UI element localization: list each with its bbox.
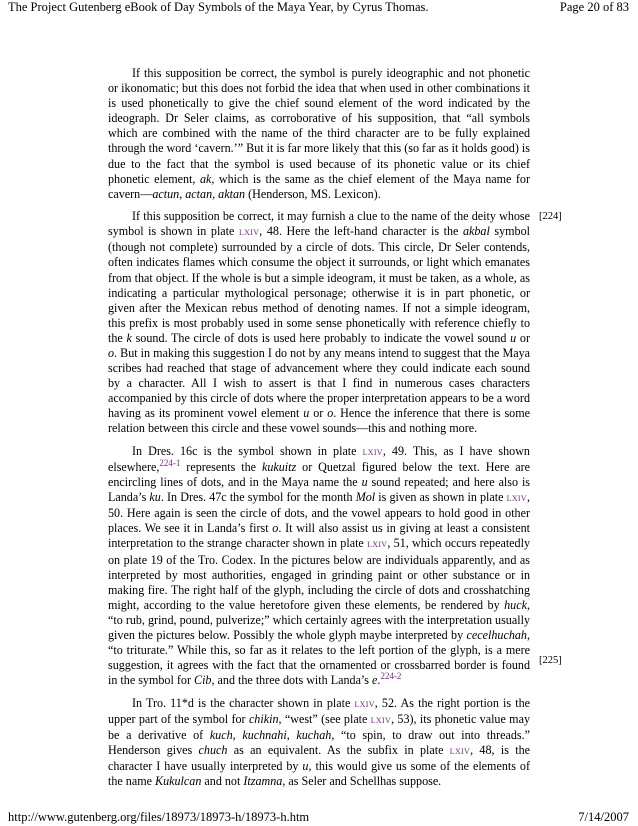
plate-link[interactable]: lxiv (238, 226, 260, 239)
plate-link[interactable]: lxiv (449, 744, 471, 757)
footer-date: 7/14/2007 (578, 810, 629, 824)
plate-link[interactable]: lxiv (367, 538, 388, 551)
plate-link[interactable]: lxiv (354, 697, 375, 710)
footer-url: http://www.gutenberg.org/files/18973/18973-h/18973-h.htm (8, 810, 310, 824)
header-book-title: The Project Gutenberg eBook of Day Symbols of the Maya Year, by Cyrus Thomas. (8, 0, 429, 14)
paragraph-3: In Dres. 16c is the symbol shown in plate lxiv, 49. This, as I have shown elsewhere,$^{224-1}$ represents the kukuitz or Quetzal figured below the text. Here are encircling lines of dots, and in the Maya name the u sound repeated; and here also is Landa’s ku. In Dres. 47c the symbol for the month Mol is given as shown in plate lxiv, 50. Here again is seen the circle of dots, and the vowel appears to hold good in other places. We see it in Landa’s first o. It will also assist us in giving at least a consistent interpretation to the strange character shown in plate lxiv, 51, which occurs repeatedly on plate 19 of the Tro. Codex. In the pictures below are individuals apparently, and as interpreted by most authorities, engaged in grinding paint or other substance or in making fire. The right half of the glyph, including the circle of dots and crosshatching might, according to the value heretofore given these elements, be rendered by huck, “to rub, grind, pound, pulverize;” which certainly agrees with the interpretation usually given the pictures below. Possibly the whole glyph maybe interpreted by cecelhuchah, “to triturate.” While this, so far as it relates to the left portion of the glyph, is a mere suggestion, it agrees with the fact that the ornamented or crossbarred border is found in the symbol for Cib, and the three dots with Landa’s e.$^{224-2}$ (108, 443, 531, 688)
footnote-link[interactable]: 224-2 (380, 671, 402, 682)
body-text (108, 66, 530, 797)
page-number-224: [224] (539, 211, 562, 222)
plate-link[interactable]: lxiv (362, 445, 383, 458)
page-number-225: [225] (539, 655, 562, 666)
footnote-link[interactable]: 224-1 (159, 457, 181, 468)
paragraph-4: In Tro. 11*d is the character shown in plate lxiv, 52. As the right portion is the upper part of the symbol for chikin, “west” (see plate lxiv, 53), its phonetic value may be a derivative of kuch, kuchnahi, kuchah, “to spin, to draw out into threads.” Henderson gives chuch as an equivalent. As the subfix in plate lxiv, 48, is the character I have usually interpreted by u, this would give us some of the elements of the name Kukulcan and not Itzamna, as Seler and Schellhas suppose. (108, 695, 531, 789)
paragraph-1: If this supposition be correct, the symbol is purely ideographic and not phonetic or ikonomatic; but this does not forbid the idea that when used in other combinations it is used phonetically to give the chief sound element of the word indicated by the ideograph. Dr Seler claims, as corroborative of his supposition, that “all symbols which are combined with the name of the third character are to be fully explained through the word ‘cavern.’” But it is far more likely that this (so far as it holds good) is due to the fact that the symbol is used because of its phonetic value or its chief phonetic element, ak, which is the same as the chief element of the Maya name for cavern—actun, actan, aktan (Henderson, MS. Lexicon). (108, 66, 530, 201)
plate-link[interactable]: lxiv (506, 492, 527, 505)
paragraph-2: If this supposition be correct, it may furnish a clue to the name of the deity whose symbol is shown in plate lxiv, 48. Here the left-hand character is the akbal symbol (though not complete) surrounded by a circle of dots. This circle, Dr Seler contends, often indicates flames which consume the object it surrounds, or light which emanates from that object. If the whole is but a simple ideogram, it must be taken, as a whole, as indicating a particular mythological personage; otherwise it is in part phonetic, or given after the Mexican rebus method of denoting names. If not a simple ideogram, this prefix is most probably used in some sense phonetically with reference chiefly to the k sound. The circle of dots is used here probably to indicate the vowel sound u or o. But in making this suggestion I do not by any means intend to suggest that the Maya scribes had reached that stage of advancement where they could indicate each sound by a character. All I wish to assert is that I find in numerous cases characters accompanied by this circle of dots where the proper interpretation appears to be a word having as its prominent vowel element u or o. Hence the inference that there is some relation between this circle and these vowel sounds—this and nothing more. (108, 209, 530, 436)
plate-link[interactable]: lxiv (370, 713, 392, 726)
header-page-indicator: Page 20 of 83 (559, 0, 629, 14)
